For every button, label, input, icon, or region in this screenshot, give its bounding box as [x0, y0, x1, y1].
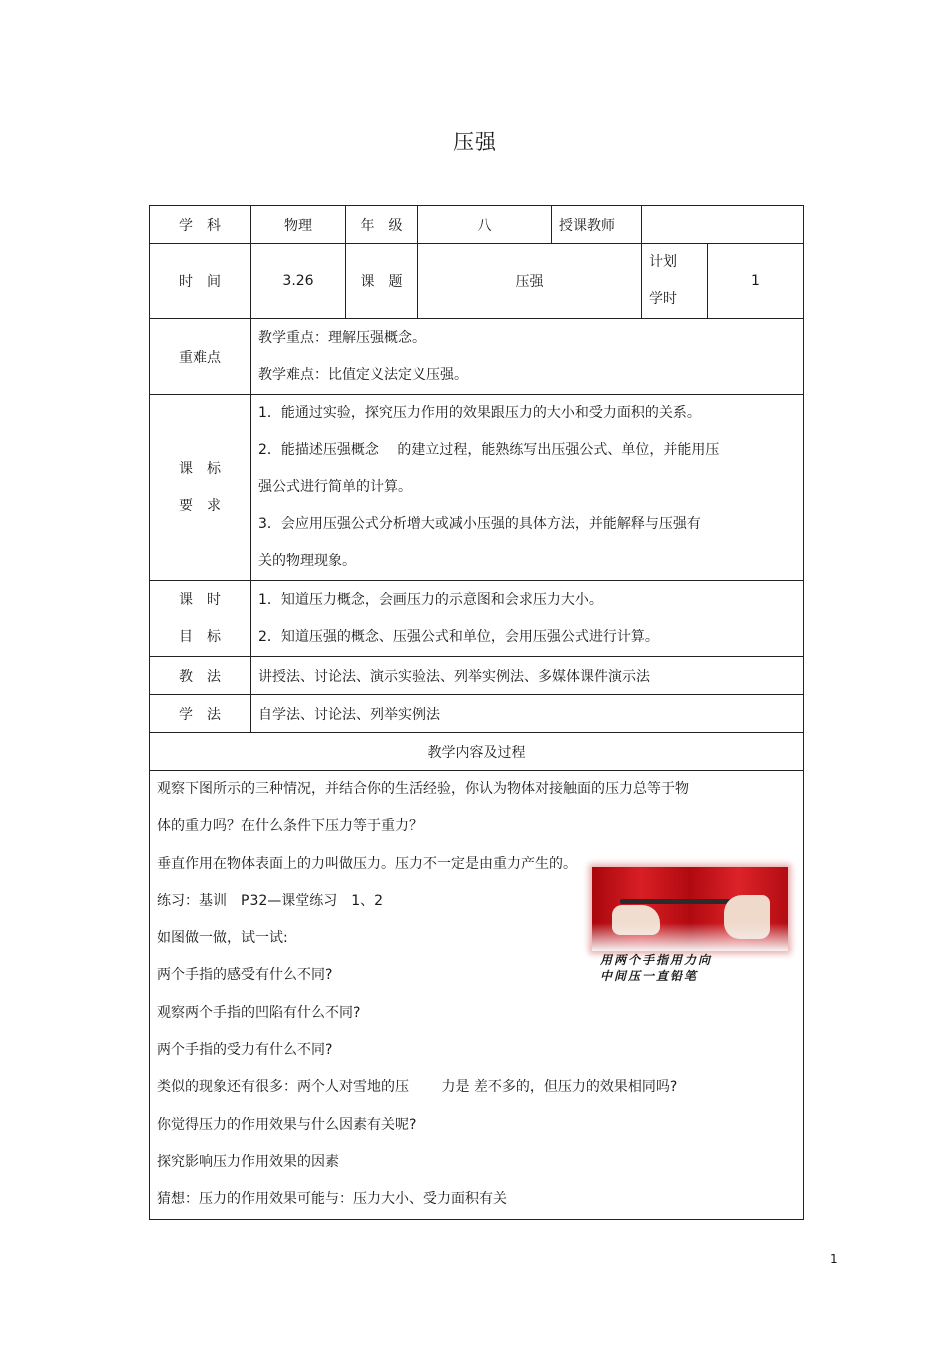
hours-label [642, 244, 708, 319]
standards-line: 关的物理现象。 [258, 553, 356, 569]
time-value: 3.26 [251, 244, 346, 319]
subject-value: 物理 [251, 206, 346, 244]
standards-row [150, 395, 804, 581]
key-points-line: 教学重点：理解压强概念。 [258, 329, 426, 346]
learning-method-row [150, 695, 804, 733]
key-points-line: 教学难点：比值定义法定义压强。 [258, 366, 468, 383]
objectives-line: 2．知道压强的概念、压强公式和单位，会用压强公式进行计算。 [258, 628, 659, 645]
teacher-label: 授课教师 [552, 206, 642, 244]
page-title: 压强 [453, 130, 497, 154]
header-row-2 [150, 244, 804, 319]
process-line: 探究影响压力作用效果的因素 [157, 1153, 339, 1170]
objectives-label [150, 581, 251, 657]
subject-label: 学 科 [150, 206, 251, 244]
hours-label-line: 计划 [649, 254, 677, 270]
objectives-label-line: 课 时 [179, 591, 221, 608]
standards-label-line: 课 标 [179, 460, 221, 477]
process-line: 观察两个手指的凹陷有什么不同? [157, 1004, 361, 1021]
standards-line: 1．能通过实验，探究压力作用的效果跟压力的大小和受力面积的关系。 [258, 405, 701, 421]
photo-caption-line: 用两个手指用力向 [600, 953, 713, 967]
objectives-label-line: 目 标 [179, 628, 221, 645]
process-line: 猜想：压力的作用效果可能与：压力大小、受力面积有关 [157, 1191, 507, 1208]
process-line: 垂直作用在物体表面上的力叫做压力。压力不一定是由重力产生的。 [157, 855, 577, 872]
process-line: 如图做一做，试一试: [157, 930, 288, 947]
process-line: 练习：基训 P32—课堂练习 1、2 [157, 892, 384, 909]
standards-line: 强公式进行简单的计算。 [258, 479, 412, 495]
learning-method-value: 自学法、讨论法、列举实例法 [251, 695, 804, 733]
objectives-content [251, 581, 804, 657]
process-line: 类似的现象还有很多：两个人对雪地的压 力是 差不多的，但压力的效果相同吗? [157, 1079, 678, 1096]
process-heading-row [150, 733, 804, 771]
objectives-row [150, 581, 804, 657]
process-content-row [150, 771, 804, 1220]
topic-label: 课 题 [346, 244, 418, 319]
process-content [150, 771, 804, 1220]
process-line: 你觉得压力的作用效果与什么因素有关呢? [157, 1116, 417, 1133]
finger-pencil-photo [592, 867, 788, 951]
teacher-value [642, 206, 804, 244]
process-line: 两个手指的感受有什么不同? [157, 967, 333, 984]
hours-label-line: 学时 [649, 291, 677, 307]
grade-value: 八 [418, 206, 552, 244]
standards-label-line: 要 求 [179, 497, 221, 514]
page-number: 1 [830, 1252, 838, 1266]
teaching-method-row [150, 657, 804, 695]
header-row-1 [150, 206, 804, 244]
grade-label: 年 级 [346, 206, 418, 244]
standards-line: 2．能描述压强概念 的建立过程，能熟练写出压强公式、单位，并能用压 [258, 442, 720, 458]
photo-caption-line: 中间压一直铅笔 [600, 969, 699, 983]
key-points-content [251, 319, 804, 395]
hours-value: 1 [708, 244, 804, 319]
learning-method-label: 学 法 [150, 695, 251, 733]
process-line: 两个手指的受力有什么不同? [157, 1042, 333, 1059]
process-lines [150, 771, 803, 1219]
process-line: 体的重力吗？在什么条件下压力等于重力？ [157, 818, 423, 835]
topic-value: 压强 [418, 244, 642, 319]
teaching-method-value: 讲授法、讨论法、演示实验法、列举实例法、多媒体课件演示法 [251, 657, 804, 695]
standards-content [251, 395, 804, 581]
standards-label [150, 395, 251, 581]
objectives-line: 1．知道压力概念，会画压力的示意图和会求压力大小。 [258, 591, 603, 608]
key-points-label: 重难点 [150, 319, 251, 395]
key-points-row [150, 319, 804, 395]
time-label: 时 间 [150, 244, 251, 319]
process-heading: 教学内容及过程 [150, 733, 804, 771]
lesson-plan-table [149, 205, 804, 1220]
standards-line: 3．会应用压强公式分析增大或减小压强的具体方法，并能解释与压强有 [258, 516, 701, 532]
teaching-method-label: 教 法 [150, 657, 251, 695]
process-line: 观察下图所示的三种情况，并结合你的生活经验，你认为物体对接触面的压力总等于物 [157, 781, 689, 797]
